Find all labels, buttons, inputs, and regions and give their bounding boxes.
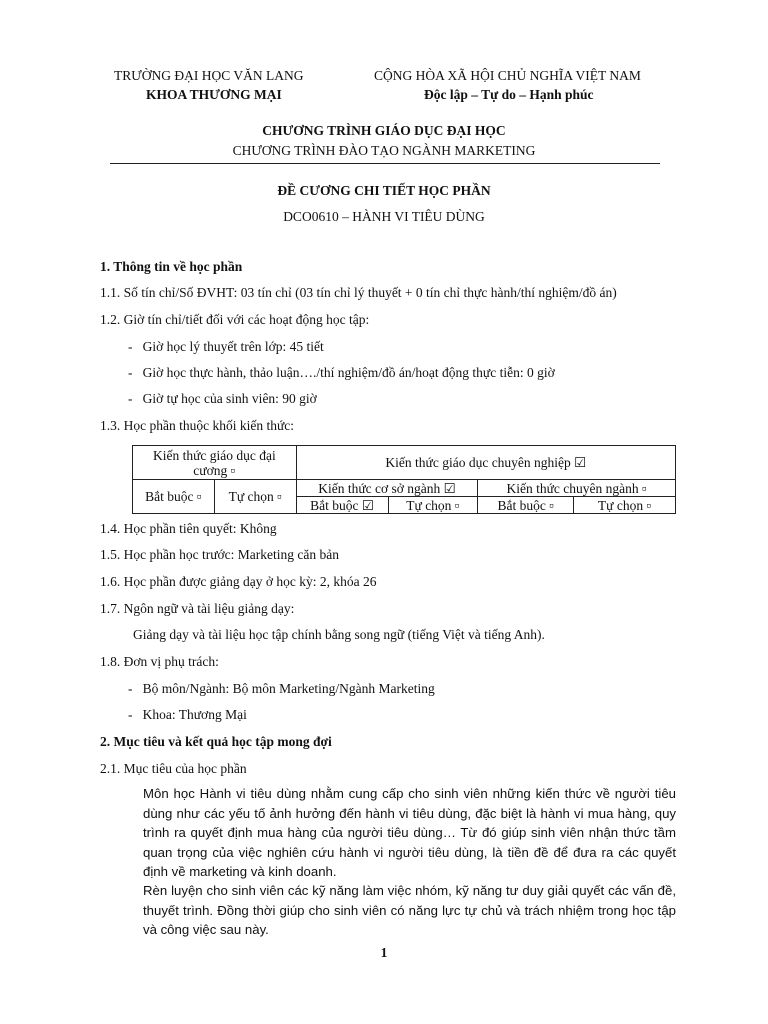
general-education-cell: Kiến thức giáo dục đại cương ▫: [133, 446, 297, 480]
item-1-7: 1.7. Ngôn ngữ và tài liệu giảng dạy:: [100, 601, 295, 616]
objective-paragraph-2: Rèn luyện cho sinh viên các kỹ năng làm việc nhóm, kỹ năng tư duy giải quyết các vấn đề, thuyết trình. Đồng thời giúp cho sinh viên có năng lực tự chủ và trách nhiệm trong học tập và công việc sau này.: [143, 883, 676, 937]
list-item: - Bộ môn/Ngành: Bộ môn Marketing/Ngành Marketing: [128, 681, 435, 696]
list-item: - Khoa: Thương Mại: [128, 707, 247, 722]
item-1-1: 1.1. Số tín chỉ/Số ĐVHT: 03 tín chỉ (03 tín chỉ lý thuyết + 0 tín chỉ thực hành/thí nghiệm/đồ án): [100, 285, 617, 300]
major-elective-cell: Tự chọn ▫: [574, 497, 676, 514]
list-item: - Giờ tự học của sinh viên: 90 giờ: [128, 391, 317, 406]
foundation-knowledge-cell: Kiến thức cơ sở ngành ☑: [296, 480, 478, 497]
knowledge-block-table: [132, 445, 676, 514]
major-required-cell: Bắt buộc ▫: [478, 497, 574, 514]
item-1-5: 1.5. Học phần học trước: Marketing căn bản: [100, 547, 340, 562]
foundation-elective-cell: Tự chọn ▫: [388, 497, 478, 514]
page-number: 1: [380, 945, 388, 960]
university-name: TRƯỜNG ĐẠI HỌC VĂN LANG: [114, 68, 304, 83]
major-knowledge-cell: Kiến thức chuyên ngành ▫: [478, 480, 676, 497]
program-subtitle: CHƯƠNG TRÌNH ĐÀO TẠO NGÀNH MARKETING: [232, 143, 536, 158]
general-elective-cell: Tự chọn ▫: [214, 480, 296, 514]
course-code-title: DCO0610 – HÀNH VI TIÊU DÙNG: [283, 209, 485, 224]
item-1-6: 1.6. Học phần được giảng dạy ở học kỳ: 2, khóa 26: [100, 574, 377, 589]
list-item: - Giờ học lý thuyết trên lớp: 45 tiết: [128, 339, 324, 354]
item-1-4: 1.4. Học phần tiên quyết: Không: [100, 521, 277, 536]
foundation-required-cell: Bắt buộc ☑: [296, 497, 388, 514]
general-required-cell: Bắt buộc ▫: [133, 480, 215, 514]
section-1-heading: 1. Thông tin về học phần: [100, 259, 243, 274]
item-2-1: 2.1. Mục tiêu của học phần: [100, 761, 247, 776]
specialized-education-cell: Kiến thức giáo dục chuyên nghiệp ☑: [296, 446, 675, 480]
item-1-2: 1.2. Giờ tín chỉ/tiết đối với các hoạt động học tập:: [100, 312, 370, 327]
objective-paragraph-1: Môn học Hành vi tiêu dùng nhằm cung cấp cho sinh viên những kiến thức về người tiêu dùng như các yếu tố ảnh hưởng đến hành vi tiêu dùng, đặc biệt là hành vi mua hàng, quy trình ra quyết định mua hàng của người tiêu dùng… Từ đó giúp sinh viên nhận thức tầm quan trọng của việc nghiên cứu hành vi người tiêu dùng, là tiền đề để đưa ra các quyết định về marketing và kinh doanh.: [143, 786, 676, 879]
header-divider: [110, 163, 660, 164]
motto: Độc lập – Tự do – Hạnh phúc: [424, 87, 594, 102]
item-1-3: 1.3. Học phần thuộc khối kiến thức:: [100, 418, 295, 433]
section-2-heading: 2. Mục tiêu và kết quả học tập mong đợi: [100, 734, 332, 749]
list-item: - Giờ học thực hành, thảo luận…./thí nghiệm/đồ án/hoạt động thực tiễn: 0 giờ: [128, 365, 555, 380]
language-description: Giảng dạy và tài liệu học tập chính bằng song ngữ (tiếng Việt và tiếng Anh).: [133, 627, 545, 642]
syllabus-title: ĐỀ CƯƠNG CHI TIẾT HỌC PHẦN: [277, 183, 491, 198]
program-title: CHƯƠNG TRÌNH GIÁO DỤC ĐẠI HỌC: [262, 123, 506, 138]
item-1-8: 1.8. Đơn vị phụ trách:: [100, 654, 219, 669]
country-name: CỘNG HÒA XÃ HỘI CHỦ NGHĨA VIỆT NAM: [374, 68, 641, 83]
faculty-name: KHOA THƯƠNG MẠI: [146, 87, 282, 102]
